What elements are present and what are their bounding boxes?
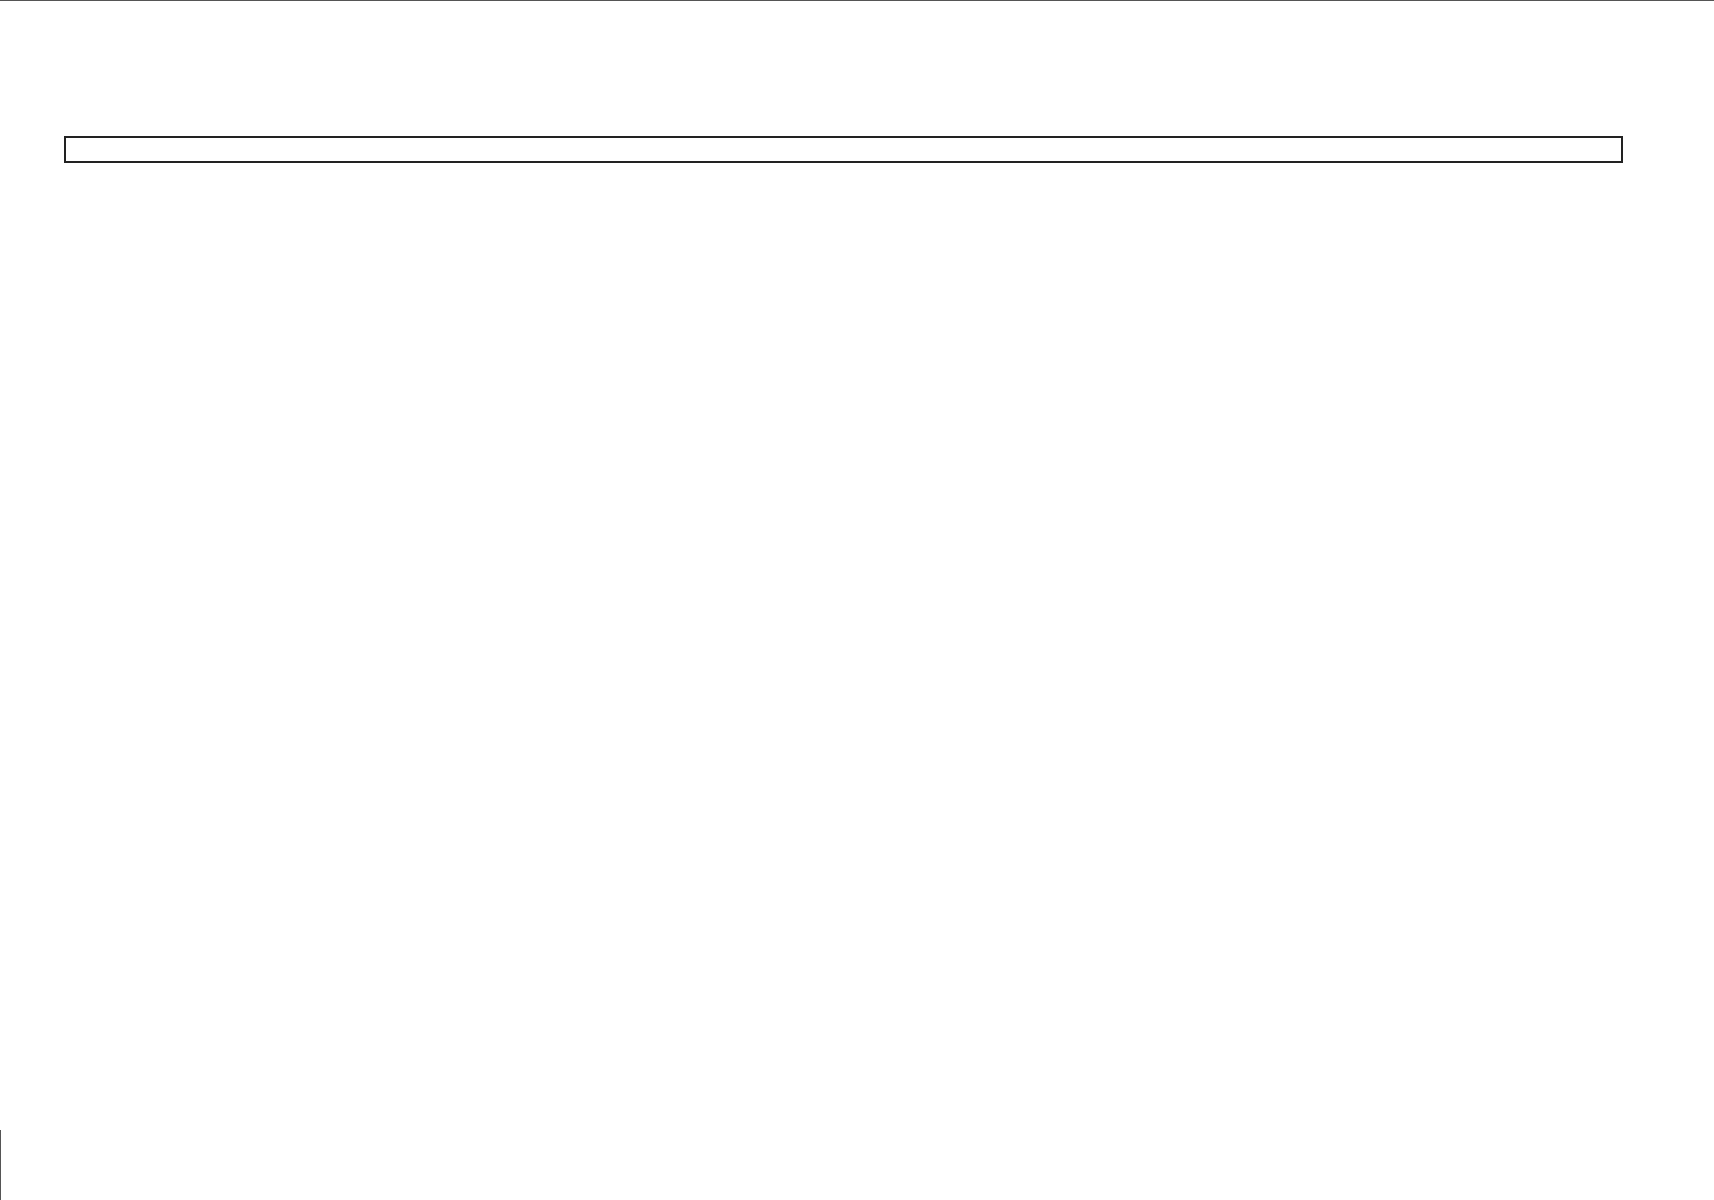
- table-header-row: [64, 136, 1623, 163]
- scan-edge-left: [0, 1130, 1, 1200]
- scan-edge-top: [0, 0, 1714, 1]
